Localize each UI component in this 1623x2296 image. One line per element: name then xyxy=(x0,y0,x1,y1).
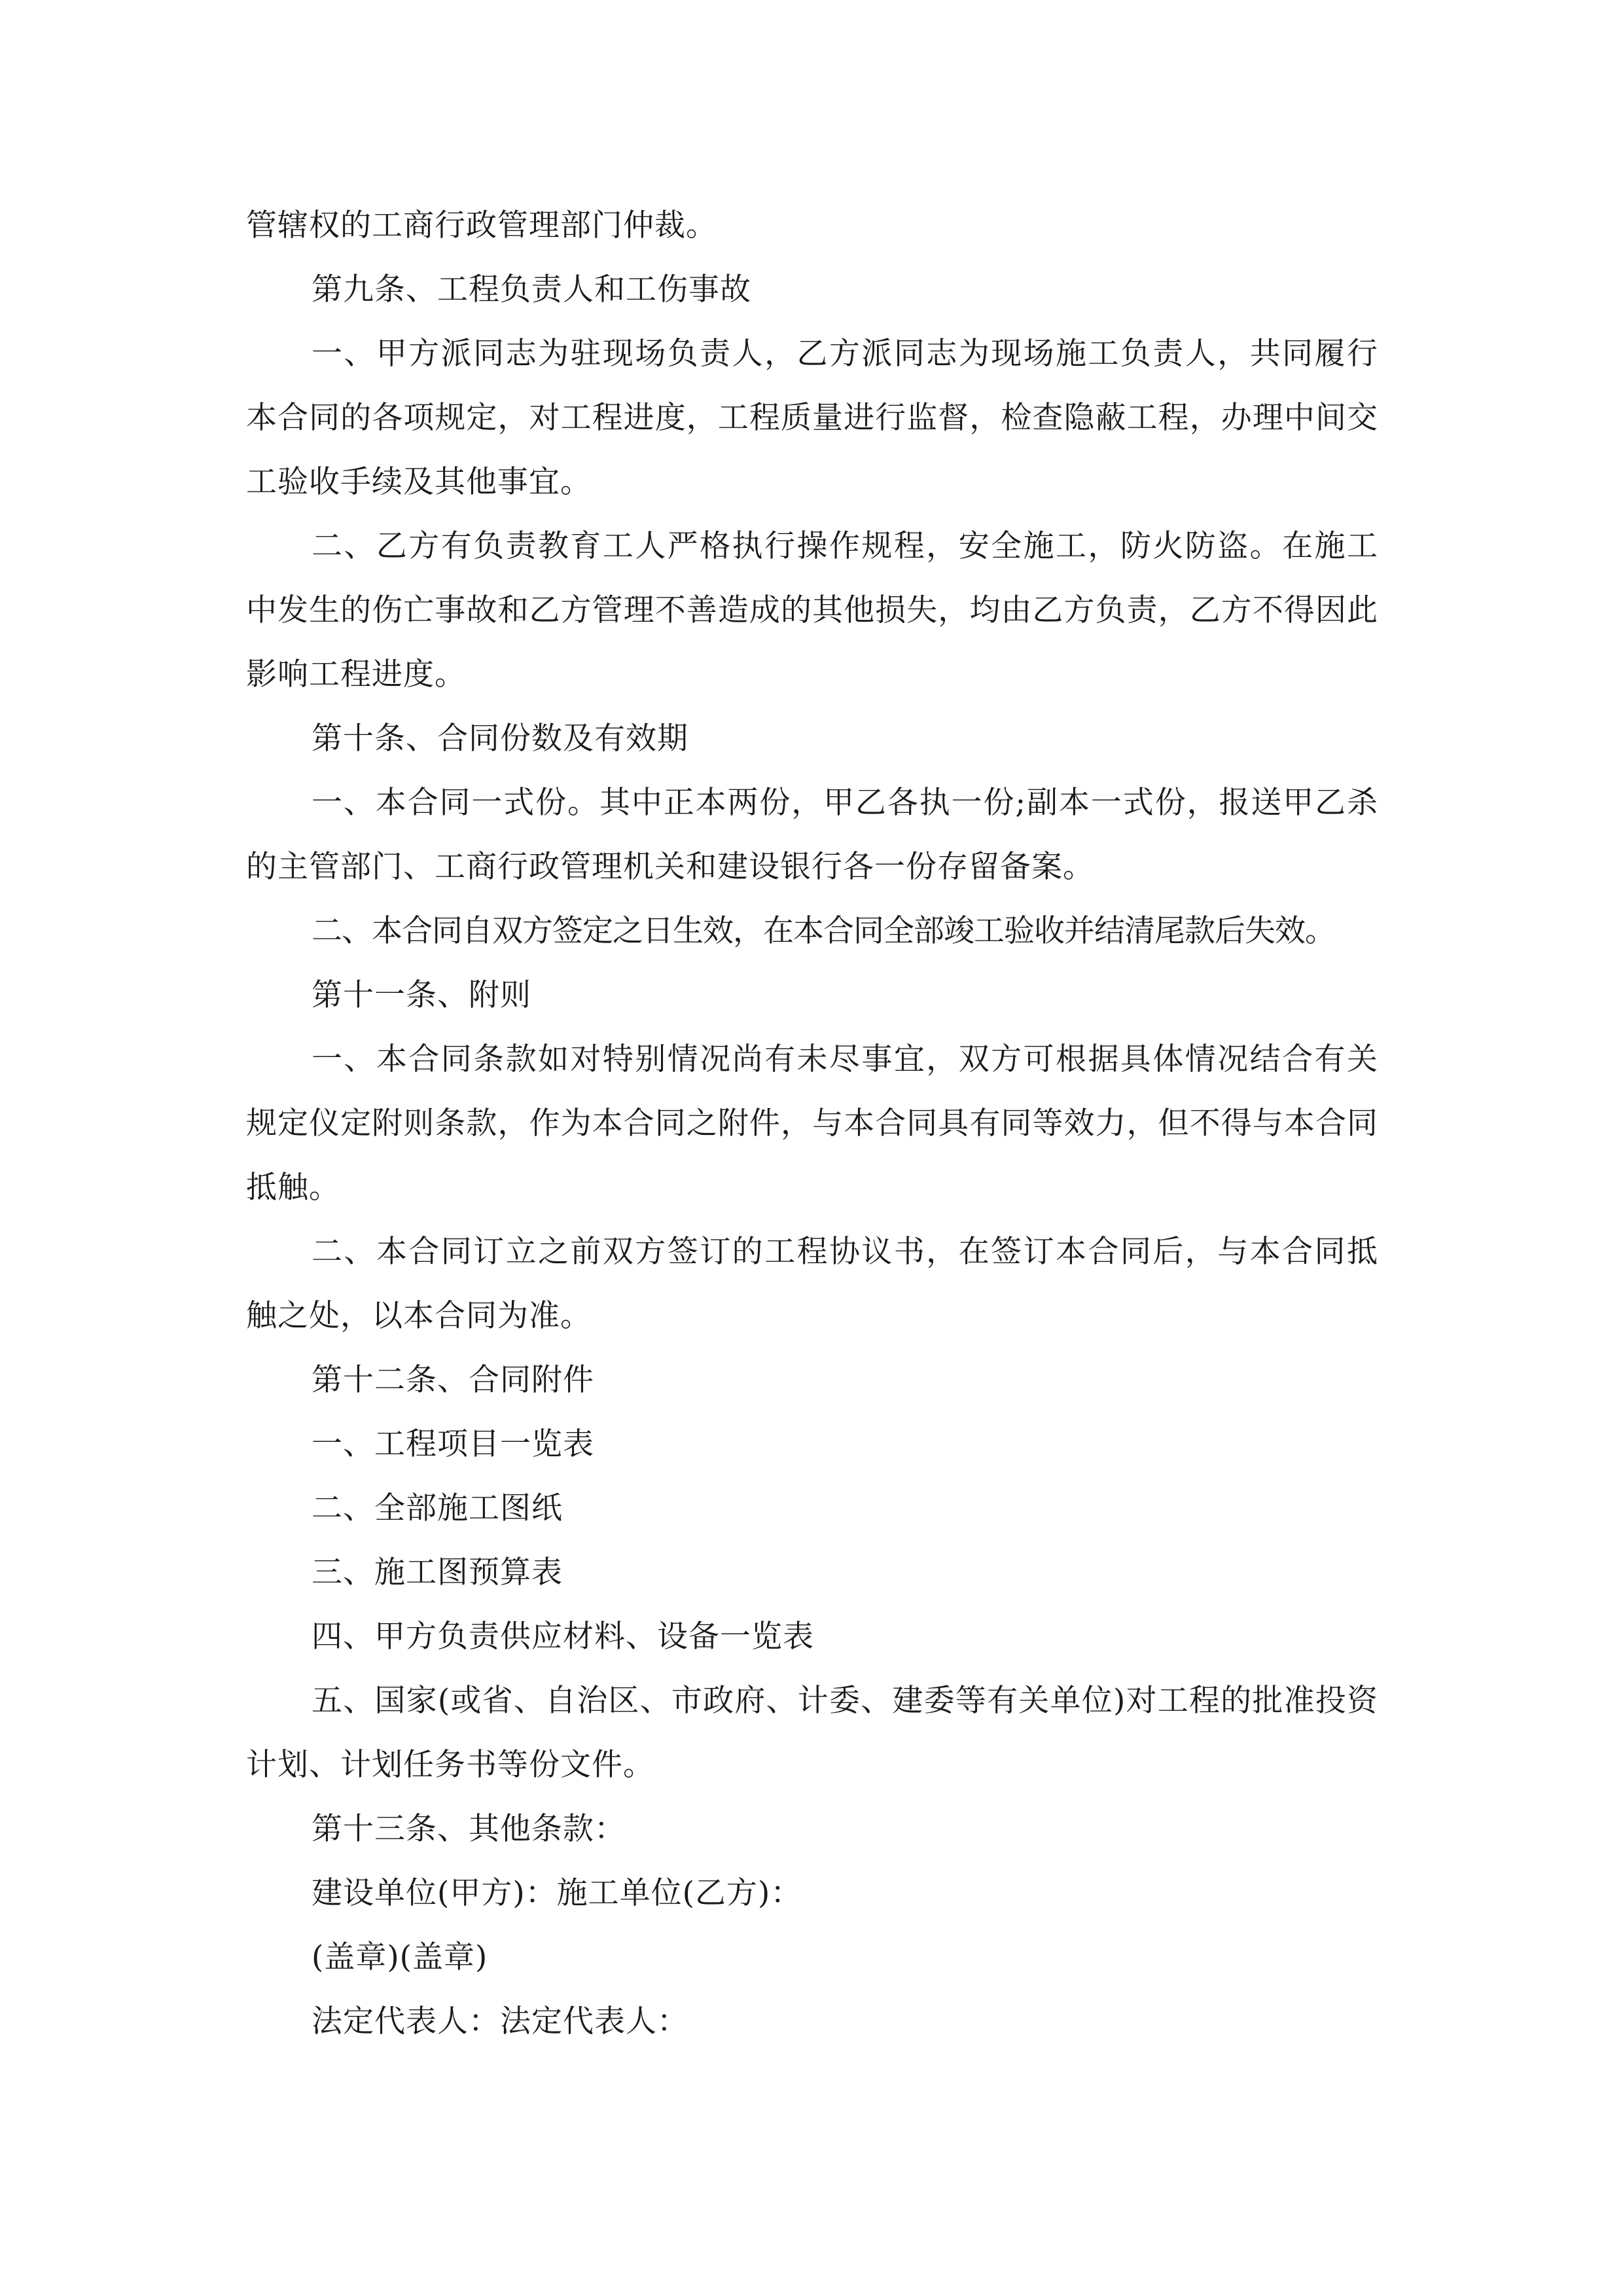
representative-line xyxy=(246,1990,1378,2054)
list-item xyxy=(246,1541,1378,1605)
document-body xyxy=(246,194,1378,2054)
text-line: 资计划、计划任务书等份文件。 xyxy=(246,1683,1378,1783)
paragraph xyxy=(246,514,1378,707)
text-line: 第十二条、合同附件 xyxy=(312,1362,594,1398)
text-line: 第九条、工程负责人和工伤事故 xyxy=(312,272,751,308)
text-line: 四、甲方负责供应材料、设备一览表 xyxy=(312,1619,814,1655)
list-item xyxy=(246,1669,1378,1797)
text-line: 三、施工图预算表 xyxy=(312,1554,563,1590)
text-line: 二、乙方有负责教育工人严格执行操作规程，安全施工，防火防盗。在施工 xyxy=(312,528,1378,564)
text-line: 交工验收手续及其他事宜。 xyxy=(246,400,1378,500)
list-item xyxy=(246,1412,1378,1477)
text-line: 第十条、合同份数及有效期 xyxy=(312,721,688,757)
paragraph xyxy=(246,771,1378,899)
paragraph xyxy=(246,322,1378,514)
text-line: (盖章)(盖章) xyxy=(312,1939,488,1975)
text-line: 一、甲方派同志为驻现场负责人，乙方派同志为现场施工负责人，共同履行 xyxy=(312,336,1378,372)
paragraph xyxy=(246,194,1378,258)
text-line: 管辖权的工商行政管理部门仲裁。 xyxy=(246,207,717,243)
signature-line xyxy=(246,1861,1378,1926)
text-line: 建设单位(甲方)：施工单位(乙方)： xyxy=(312,1875,802,1911)
paragraph xyxy=(246,899,1378,963)
section-heading xyxy=(246,1797,1378,1861)
text-line: 一、本合同条款如对特别情况尚有未尽事宜，双方可根据具体情况结合有关 xyxy=(312,1041,1378,1077)
section-heading xyxy=(246,258,1378,322)
text-line: 本合同的各项规定，对工程进度，工程质量进行监督，检查隐蔽工程，办理中间 xyxy=(246,400,1347,436)
list-item xyxy=(246,1477,1378,1541)
text-line: 触之处，以本合同为准。 xyxy=(246,1298,592,1334)
text-line: 第十三条、其他条款： xyxy=(312,1811,626,1847)
text-line: 一、工程项目一览表 xyxy=(312,1426,594,1462)
section-heading xyxy=(246,707,1378,771)
text-line: 规定仪定附则条款，作为本合同之附件，与本合同具有同等效力，但不得与本合 xyxy=(246,1105,1347,1141)
text-line: 杀的主管部门、工商行政管理机关和建设银行各一份存留备案。 xyxy=(246,785,1378,885)
text-line: 第十一条、附则 xyxy=(312,977,531,1013)
text-line: 二、全部施工图纸 xyxy=(312,1490,563,1526)
text-line: 五、国家(或省、自治区、市政府、计委、建委等有关单位)对工程的批准投 xyxy=(312,1683,1347,1719)
paragraph xyxy=(246,1028,1378,1220)
section-heading xyxy=(246,1348,1378,1412)
text-line: 法定代表人：法定代表人： xyxy=(312,2003,688,2039)
text-line: 一、本合同一式份。其中正本两份，甲乙各执一份;副本一式份，报送甲乙 xyxy=(312,785,1347,821)
text-line: 二、本合同自双方签定之日生效，在本合同全部竣工验收并结清尾款后失效。 xyxy=(312,913,1335,949)
text-line: 同抵触。 xyxy=(246,1105,1378,1206)
section-heading xyxy=(246,963,1378,1028)
seal-line xyxy=(246,1926,1378,1990)
paragraph xyxy=(246,1220,1378,1348)
text-line: 此影响工程进度。 xyxy=(246,592,1378,692)
text-line: 二、本合同订立之前双方签订的工程协议书，在签订本合同后，与本合同抵 xyxy=(312,1234,1378,1270)
text-line: 中发生的伤亡事故和乙方管理不善造成的其他损失，均由乙方负责，乙方不得因 xyxy=(246,592,1347,628)
list-item xyxy=(246,1605,1378,1669)
